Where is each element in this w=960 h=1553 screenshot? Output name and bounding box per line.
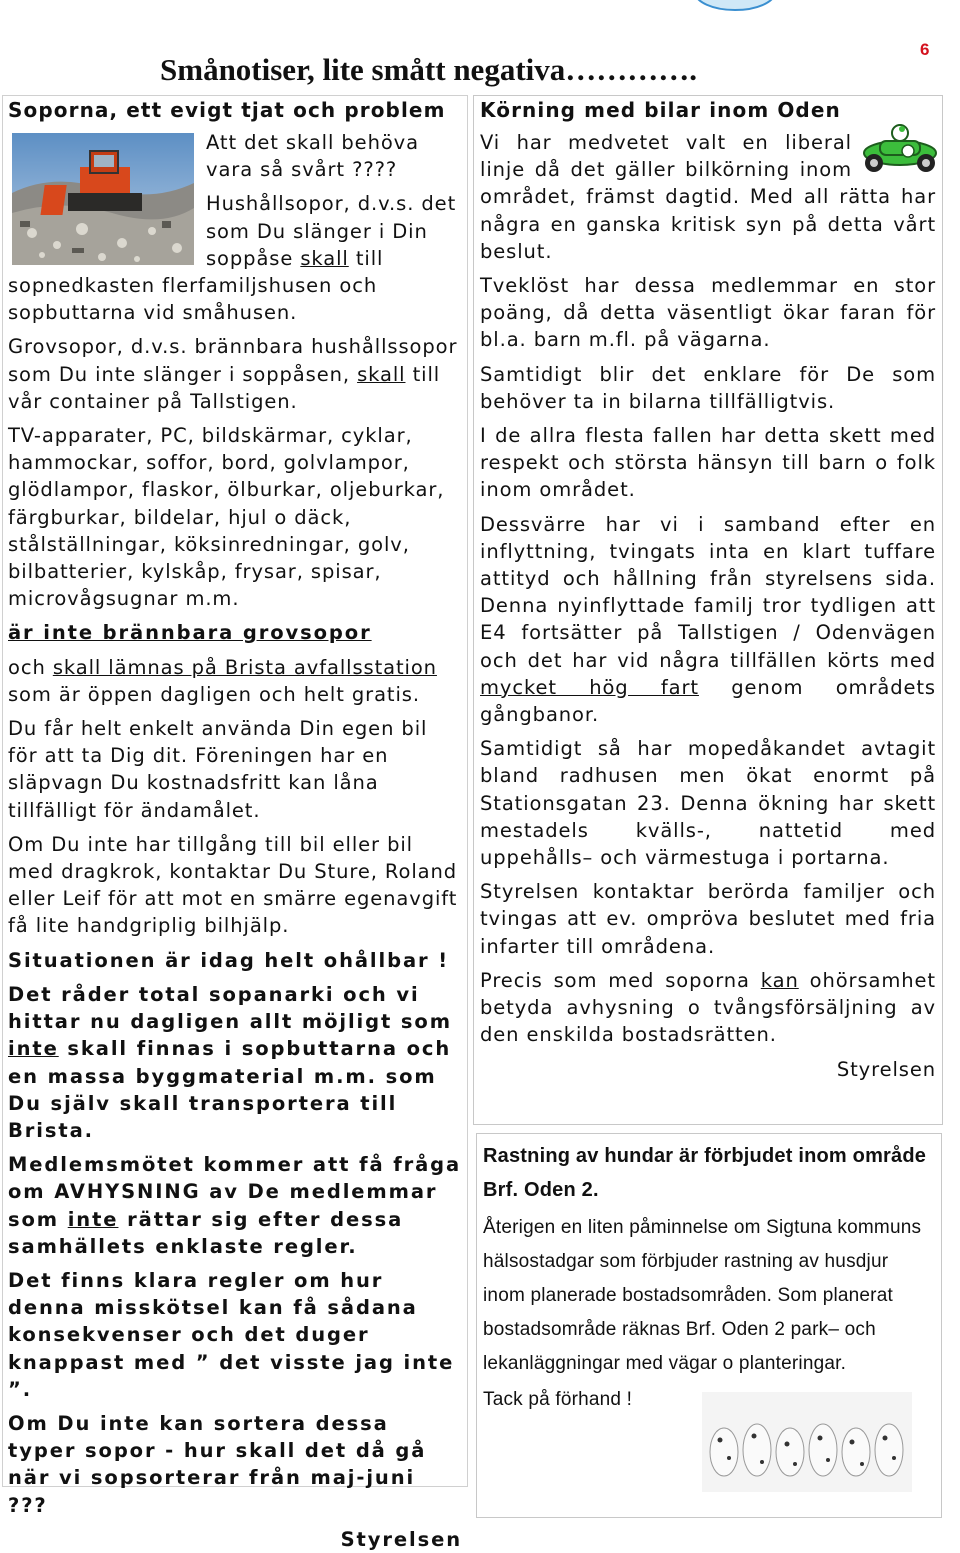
rules-paragraph: Det finns klara regler om hur denna misskötsel kan få sådana konsekvenser och det duger knappast med ” det visste jag inte ”. <box>8 1268 455 1401</box>
board-contact-paragraph: Styrelsen kontaktar berörda familjer och tvingas att ev. ompröva beslutet med fria infarter till områdena. <box>480 880 936 958</box>
situation-warning: Situationen är idag helt ohållbar ! <box>8 948 450 972</box>
eviction-text: Medlemsmötet kommer att få fråga om AVHYSNING av De medlemmar som <box>8 1153 462 1231</box>
danger-paragraph: Tveklöst har dessa medlemmar en stor poäng, då detta väsentligt ökar faran för bl.a. barn m.fl. på vägarna. <box>480 274 936 352</box>
dog-walking-notice <box>476 1133 942 1518</box>
green-race-car-clipart <box>860 119 940 179</box>
eviction-underline: inte <box>67 1207 119 1231</box>
brista-text-end: som är öppen dagligen och helt gratis. <box>8 682 420 706</box>
brista-underline: skall lämnas på Brista avfallsstation <box>52 655 437 679</box>
page-number: 6 <box>920 40 930 59</box>
anarchy-text: Det råder total sopanarki och vi hittar nu dagligen allt möjligt som <box>8 982 452 1034</box>
page-headline: Smånotiser, lite smått negativa…………. <box>160 52 698 87</box>
own-car-paragraph: Du får helt enkelt använda Din egen bil för att ta Dig dit. Föreningen har en släpvagn Du kostnadsfritt kan låna tillfälligt för ändamålet. <box>8 717 428 822</box>
signature: Styrelsen <box>836 1057 936 1081</box>
household-waste-text: Hushållsopor, d.v.s. det som Du slänger i Din soppåse <box>206 192 457 270</box>
temporary-access-paragraph: Samtidigt blir det enklare för De som behöver ta in bilarna tillfälligtvis. <box>480 362 936 413</box>
anarchy-paragraph <box>8 981 462 1144</box>
car-driving-article <box>473 95 943 1125</box>
anarchy-underline: inte <box>8 1037 59 1061</box>
no-car-paragraph: Om Du inte har tillgång till bil eller bil med dragkrok, kontaktar Du Sture, Roland eller Leif för att mot en smärre egenavgift få lite handgriplig bilhjälp. <box>8 832 458 938</box>
household-waste-underline: skall <box>300 246 349 270</box>
eviction-paragraph <box>8 1151 462 1260</box>
thanks-text: Tack på förhand ! <box>483 1389 633 1410</box>
new-family-text: Dessvärre har vi i samband efter en inflyttning, tvingats inta en klart tuffare attityd och hållning från styrelsens sida. Denna nyinflyttade familj tror tydligen att E4 fortsätter på Tallstigen / Odenvägen och det har vid några tillfällen körts med <box>480 512 936 672</box>
logo-fragment <box>690 0 780 18</box>
sorting-question: Om Du inte kan sortera dessa typer sopor - hur skall det då gå när vi sopsorterar från maj-juni ??? <box>8 1411 427 1517</box>
respect-paragraph: I de allra flesta fallen har detta skett med respekt och största hänsyn till barn o folk inom området. <box>480 424 936 502</box>
high-speed-underline: mycket hög fart <box>480 675 699 699</box>
brista-paragraph <box>8 654 462 708</box>
intro-question: Att det skall behöva vara så svårt ???? <box>206 131 419 182</box>
household-waste-text-end: till sopnedkasten flerfamiljshusen och sopbuttarna vid småhusen. <box>8 246 384 325</box>
bulldozer-landfill-photo <box>12 133 194 265</box>
moped-paragraph: Samtidigt så har mopedåkandet avtagit bland radhusen men ökat enormt på Stationsgatan 23. Denna ökning har skett mestadels kvälls-, nattetid med uppehålls– och värmestuga i portarna. <box>480 737 936 870</box>
dog-walking-reminder: Återigen en liten påminnelse om Sigtuna kommuns hälsostadgar som förbjuder rastning av husdjur inom planerade bostadsområden. Som planerat bostadsområde räknas Brf. Oden 2 park– och lekanläggningar med vägar o planteringar. <box>483 1217 922 1374</box>
eviction-text-end: rättar sig efter dessa samhällets enklaste regler. <box>8 1207 404 1258</box>
eviction-warning-text-end: ohörsamhet betyda avhysning o tvångsförsäljning av den enskilda bostadsrätten. <box>480 968 936 1047</box>
new-family-paragraph <box>480 511 936 729</box>
liberal-policy-paragraph: Vi har medvetet valt en liberal linje då det gäller bilkörning inom området, främst dagtid. Med all rätta har några en ganska kritisk syn på detta vårt beslut. <box>480 131 936 263</box>
brista-text: och <box>8 655 53 679</box>
garbage-article-title: Soporna, ett evigt tjat och problem <box>8 98 446 122</box>
car-driving-title: Körning med bilar inom Oden <box>480 98 841 122</box>
bulky-waste-paragraph <box>8 333 462 415</box>
eviction-warning-text: Precis som med soporna <box>480 968 761 992</box>
dog-walking-title: Rastning av hundar är förbjudet inom område Brf. Oden 2. <box>483 1145 927 1201</box>
garbage-article <box>2 95 468 1551</box>
bulky-waste-text: Grovsopor, d.v.s. brännbara hushållssopor som Du inte slänger i soppåsen, <box>8 335 458 386</box>
new-family-text-end: genom områdets gångbanor. <box>480 675 936 727</box>
non-burnable-list: TV-apparater, PC, bildskärmar, cyklar, hammockar, soffor, bord, golvlampor, glödlampor, flaskor, ölburkar, oljeburkar, färgburkar, bildelar, hjul o däck, stålställningar, köksinredningar, golv, bilbatterier, kylskåp, frysar, spisar, microvågsugnar m.m. <box>8 424 445 611</box>
dalmatian-puppies-photo <box>702 1392 912 1492</box>
signature: Styrelsen <box>340 1527 462 1551</box>
eviction-warning-paragraph <box>480 967 936 1049</box>
bulky-waste-underline: skall <box>357 362 406 386</box>
bulky-waste-text-end: till vår container på Tallstigen. <box>8 362 441 413</box>
not-burnable-heading: är inte brännbara grovsopor <box>8 621 372 645</box>
anarchy-text-end: skall finnas i sopbuttarna och en massa byggmaterial m.m. som Du själv skall transportera till Brista. <box>8 1037 452 1142</box>
kan-underline: kan <box>760 968 799 992</box>
